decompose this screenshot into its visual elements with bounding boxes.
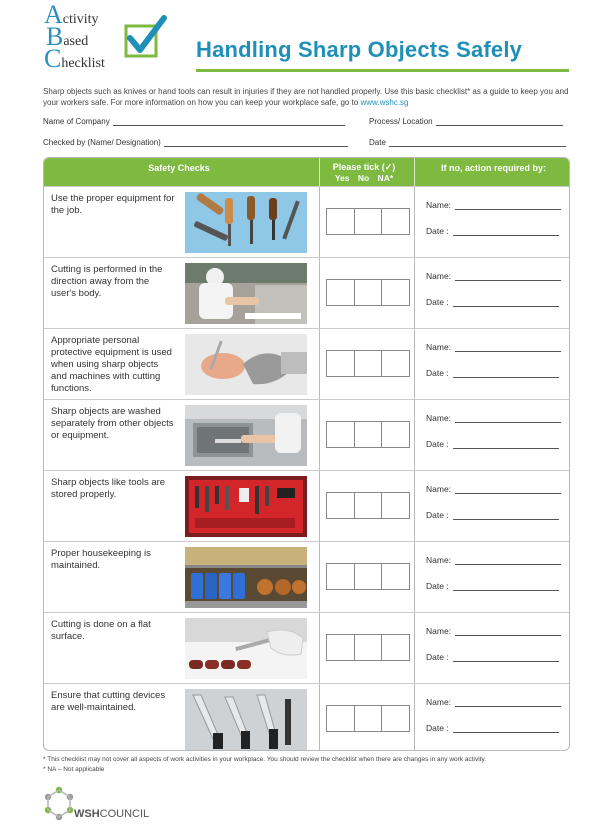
no-checkbox[interactable] — [355, 706, 383, 731]
page-title: Handling Sharp Objects Safely — [196, 37, 523, 62]
footnote-checklist: * This checklist may not cover all aspects of work activities in your workplace. You should review the checklist when there are changes in any work activity. — [43, 756, 487, 763]
photo-protective-glove — [185, 334, 307, 395]
page-header — [0, 0, 591, 84]
check-text: Cutting is performed in the direction away from the user's body. — [51, 264, 163, 299]
table-row — [44, 612, 570, 683]
company-field[interactable]: Name of Company — [43, 117, 345, 126]
na-checkbox[interactable] — [382, 209, 409, 234]
wsh-hexagon-icon — [44, 786, 74, 824]
photo-housekeeping-shelves — [185, 547, 307, 608]
no-checkbox[interactable] — [355, 209, 383, 234]
no-checkbox[interactable] — [355, 280, 383, 305]
action-name-field[interactable]: Name: — [426, 271, 561, 281]
yes-checkbox[interactable] — [327, 209, 355, 234]
title-underline — [196, 69, 569, 72]
date-field[interactable]: Date — [369, 138, 566, 147]
table-row — [44, 470, 570, 541]
na-checkbox[interactable] — [382, 280, 409, 305]
table-row — [44, 541, 570, 612]
check-text: Cutting is done on a flat surface. — [51, 619, 151, 642]
no-checkbox[interactable] — [355, 422, 383, 447]
no-checkbox[interactable] — [355, 351, 383, 376]
photo-flat-cutting-surface — [185, 618, 307, 679]
table-row — [44, 399, 570, 470]
footnote-na: * NA – Not applicable — [43, 766, 105, 773]
yes-checkbox[interactable] — [327, 280, 355, 305]
header-please-tick: Please tick (✓) Yes No NA* — [332, 162, 396, 183]
action-name-field[interactable]: Name: — [426, 200, 561, 210]
check-text: Sharp objects are washed separately from other objects or equipment. — [51, 406, 174, 441]
photo-cutting-direction — [185, 263, 307, 324]
check-text: Ensure that cutting devices are well-maintained. — [51, 690, 166, 713]
na-checkbox[interactable] — [382, 635, 409, 660]
tick-boxes — [326, 705, 410, 732]
yes-checkbox[interactable] — [327, 422, 355, 447]
abc-checklist-logo: Activity Based Checklist — [44, 8, 174, 78]
checkmark-icon — [116, 12, 168, 64]
na-checkbox[interactable] — [382, 706, 409, 731]
intro-paragraph: Sharp objects such as knives or hand tools can result in injuries if they are not handled properly. Use this basic checklist* as a guide to keep you and your workers safe. For more information on how you can keep your workplace safe, go to www.wshc.sg — [43, 87, 569, 107]
action-date-field[interactable]: Date : — [426, 723, 559, 733]
wsh-council-logo: WSHCOUNCIL — [44, 786, 154, 824]
action-date-field[interactable]: Date : — [426, 368, 559, 378]
table-row — [44, 257, 570, 328]
tick-boxes — [326, 208, 410, 235]
footnotes — [43, 755, 573, 775]
checked-by-field[interactable]: Checked by (Name/ Designation) — [43, 138, 348, 147]
yes-checkbox[interactable] — [327, 564, 355, 589]
yes-checkbox[interactable] — [327, 706, 355, 731]
tick-boxes — [326, 492, 410, 519]
safety-checklist-table — [43, 157, 570, 751]
action-date-field[interactable]: Date : — [426, 581, 559, 591]
photo-hand-tools — [185, 192, 307, 253]
action-name-field[interactable]: Name: — [426, 342, 561, 352]
na-checkbox[interactable] — [382, 493, 409, 518]
action-name-field[interactable]: Name: — [426, 484, 561, 494]
yes-checkbox[interactable] — [327, 635, 355, 660]
table-row — [44, 186, 570, 257]
header-action-required: If no, action required by: — [440, 163, 546, 173]
check-text: Use the proper equipment for the job. — [51, 193, 175, 216]
action-name-field[interactable]: Name: — [426, 626, 561, 636]
check-text: Proper housekeeping is maintained. — [51, 548, 151, 571]
table-row — [44, 328, 570, 399]
action-date-field[interactable]: Date : — [426, 226, 559, 236]
photo-knives — [185, 689, 307, 750]
no-checkbox[interactable] — [355, 564, 383, 589]
na-checkbox[interactable] — [382, 422, 409, 447]
check-text: Sharp objects like tools are stored properly. — [51, 477, 166, 500]
no-checkbox[interactable] — [355, 635, 383, 660]
action-date-field[interactable]: Date : — [426, 297, 559, 307]
action-date-field[interactable]: Date : — [426, 439, 559, 449]
tick-boxes — [326, 634, 410, 661]
tick-boxes — [326, 279, 410, 306]
photo-tool-storage-board — [185, 476, 307, 537]
no-checkbox[interactable] — [355, 493, 383, 518]
header-safety-checks: Safety Checks — [148, 163, 210, 173]
table-row — [44, 683, 570, 751]
tick-boxes — [326, 563, 410, 590]
yes-checkbox[interactable] — [327, 493, 355, 518]
wshc-link[interactable]: www.wshc.sg — [360, 98, 409, 107]
table-header — [44, 158, 570, 186]
action-name-field[interactable]: Name: — [426, 413, 561, 423]
action-name-field[interactable]: Name: — [426, 697, 561, 707]
tick-boxes — [326, 350, 410, 377]
action-name-field[interactable]: Name: — [426, 555, 561, 565]
yes-checkbox[interactable] — [327, 351, 355, 376]
na-checkbox[interactable] — [382, 564, 409, 589]
action-date-field[interactable]: Date : — [426, 510, 559, 520]
na-checkbox[interactable] — [382, 351, 409, 376]
action-date-field[interactable]: Date : — [426, 652, 559, 662]
tick-boxes — [326, 421, 410, 448]
photo-washing-sink — [185, 405, 307, 466]
check-text: Appropriate personal protective equipment is used when using sharp objects and machines with cutting functions. — [51, 335, 172, 394]
process-location-field[interactable]: Process/ Location — [369, 117, 563, 126]
